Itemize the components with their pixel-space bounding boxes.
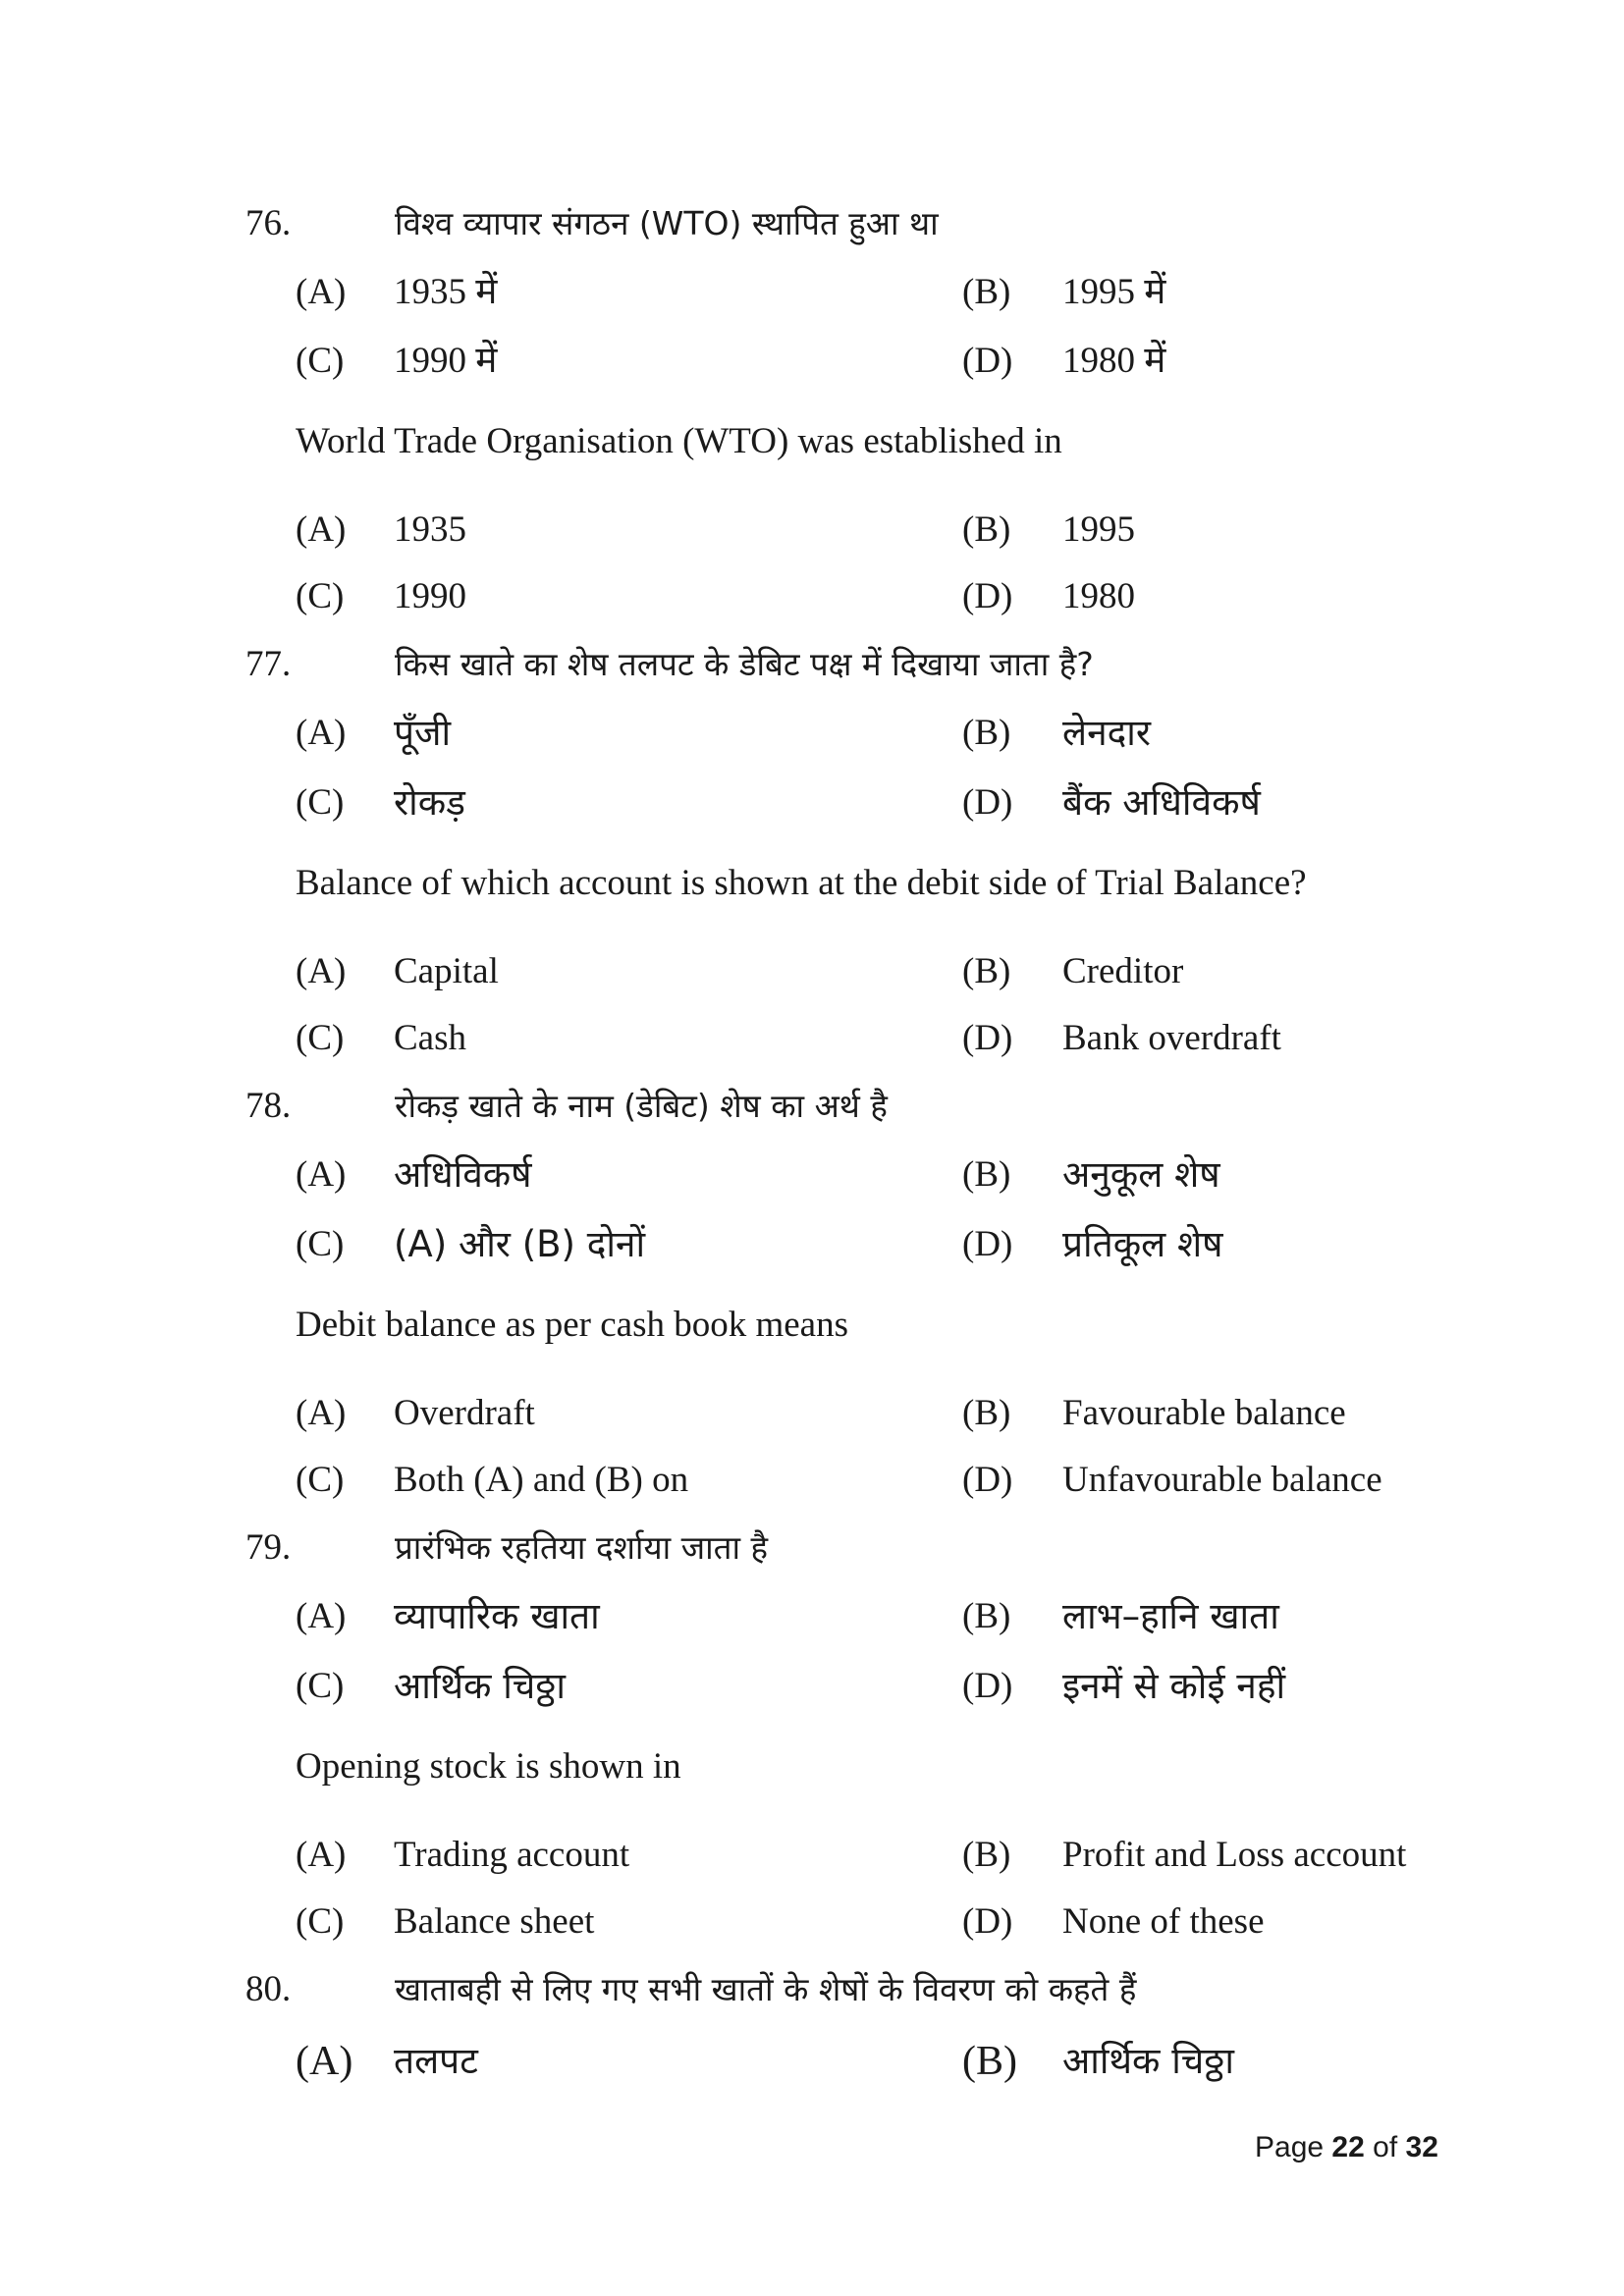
option-label: (B): [962, 272, 1011, 312]
option-value: अनुकूल शेष: [1062, 1153, 1220, 1196]
option-label: (C): [296, 341, 345, 381]
option-label: (A): [296, 713, 347, 753]
question-number: 78.: [245, 1086, 292, 1126]
option-label: (D): [962, 1018, 1013, 1058]
option-label: (A): [296, 2039, 353, 2084]
option-value: रोकड़: [394, 781, 465, 824]
option-label: (A): [296, 1835, 347, 1875]
option-label: (D): [962, 1224, 1013, 1264]
question-number: 80.: [245, 1969, 292, 2009]
question-text-hindi: रोकड़ खाते के नाम (डेबिट) शेष का अर्थ है: [395, 1087, 888, 1125]
question-text-hindi: खाताबही से लिए गए सभी खातों के शेषों के विवरण को कहते हैं: [395, 1970, 1137, 2008]
option-label: (D): [962, 782, 1013, 823]
option-label: (D): [962, 576, 1013, 616]
option-value: None of these: [1062, 1901, 1265, 1942]
option-value: Balance sheet: [394, 1901, 595, 1942]
option-label: (C): [296, 1901, 345, 1942]
question-text-english: World Trade Organisation (WTO) was established in: [296, 421, 1062, 461]
option-label: (C): [296, 782, 345, 823]
option-value: Capital: [394, 951, 499, 991]
option-value: तलपट: [394, 2040, 478, 2082]
of-word: of: [1373, 2131, 1398, 2163]
option-value: 1990 में: [394, 341, 498, 381]
option-value: 1995 में: [1062, 272, 1166, 312]
total-page-number: 32: [1405, 2131, 1438, 2163]
option-value: (A) और (B) दोनों: [394, 1223, 646, 1265]
option-label: (B): [962, 1154, 1011, 1195]
option-value: 1935 में: [394, 272, 498, 312]
option-value: प्रतिकूल शेष: [1062, 1223, 1223, 1265]
option-label: (A): [296, 1393, 347, 1433]
option-value: Favourable balance: [1062, 1393, 1346, 1433]
option-value: Creditor: [1062, 951, 1184, 991]
option-value: आर्थिक चिठ्ठा: [394, 1665, 567, 1707]
option-value: लाभ–हानि खाता: [1062, 1595, 1279, 1637]
option-label: (D): [962, 1666, 1013, 1706]
option-value: व्यापारिक खाता: [394, 1595, 600, 1637]
question-number: 79.: [245, 1527, 292, 1568]
page-word: Page: [1255, 2131, 1325, 2163]
option-value: 1980 में: [1062, 341, 1166, 381]
option-label: (B): [962, 713, 1011, 753]
option-value: 1995: [1062, 509, 1135, 550]
option-value: आर्थिक चिठ्ठा: [1062, 2040, 1235, 2082]
option-value: Cash: [394, 1018, 466, 1058]
option-label: (C): [296, 1460, 345, 1500]
option-value: Unfavourable balance: [1062, 1460, 1382, 1500]
question-text-hindi: प्रारंभिक रहतिया दर्शाया जाता है: [395, 1528, 769, 1567]
option-label: (A): [296, 272, 347, 312]
option-label: (D): [962, 341, 1013, 381]
current-page-number: 22: [1331, 2131, 1365, 2163]
option-value: Trading account: [394, 1835, 630, 1875]
question-text-english: Opening stock is shown in: [296, 1746, 681, 1787]
option-value: Bank overdraft: [1062, 1018, 1281, 1058]
option-label: (A): [296, 509, 347, 550]
option-value: 1935: [394, 509, 466, 550]
option-label: (C): [296, 576, 345, 616]
option-label: (B): [962, 2039, 1017, 2084]
option-label: (D): [962, 1460, 1013, 1500]
question-number: 77.: [245, 644, 292, 684]
option-value: इनमें से कोई नहीं: [1062, 1665, 1286, 1707]
option-label: (D): [962, 1901, 1013, 1942]
option-value: 1990: [394, 576, 466, 616]
option-label: (C): [296, 1224, 345, 1264]
option-value: Profit and Loss account: [1062, 1835, 1407, 1875]
option-value: बैंक अधिविकर्ष: [1062, 781, 1261, 824]
option-label: (A): [296, 1154, 347, 1195]
question-text-english: Balance of which account is shown at the debit side of Trial Balance?: [296, 863, 1307, 903]
option-label: (A): [296, 1596, 347, 1636]
option-value: लेनदार: [1062, 712, 1151, 754]
option-label: (B): [962, 509, 1011, 550]
option-label: (B): [962, 1393, 1011, 1433]
page-number-footer: [1255, 2128, 1438, 2167]
option-label: (C): [296, 1666, 345, 1706]
option-label: (B): [962, 1596, 1011, 1636]
question-text-english: Debit balance as per cash book means: [296, 1305, 849, 1345]
option-label: (C): [296, 1018, 345, 1058]
option-value: Overdraft: [394, 1393, 535, 1433]
option-label: (A): [296, 951, 347, 991]
option-value: Both (A) and (B) on: [394, 1460, 689, 1500]
option-label: (B): [962, 1835, 1011, 1875]
question-text-hindi: विश्व व्यापार संगठन (WTO) स्थापित हुआ था: [395, 204, 939, 242]
option-value: अधिविकर्ष: [394, 1153, 532, 1196]
option-value: 1980: [1062, 576, 1135, 616]
question-number: 76.: [245, 203, 292, 243]
question-text-hindi: किस खाते का शेष तलपट के डेबिट पक्ष में दिखाया जाता है?: [395, 645, 1094, 683]
option-value: पूँजी: [394, 712, 452, 754]
option-label: (B): [962, 951, 1011, 991]
